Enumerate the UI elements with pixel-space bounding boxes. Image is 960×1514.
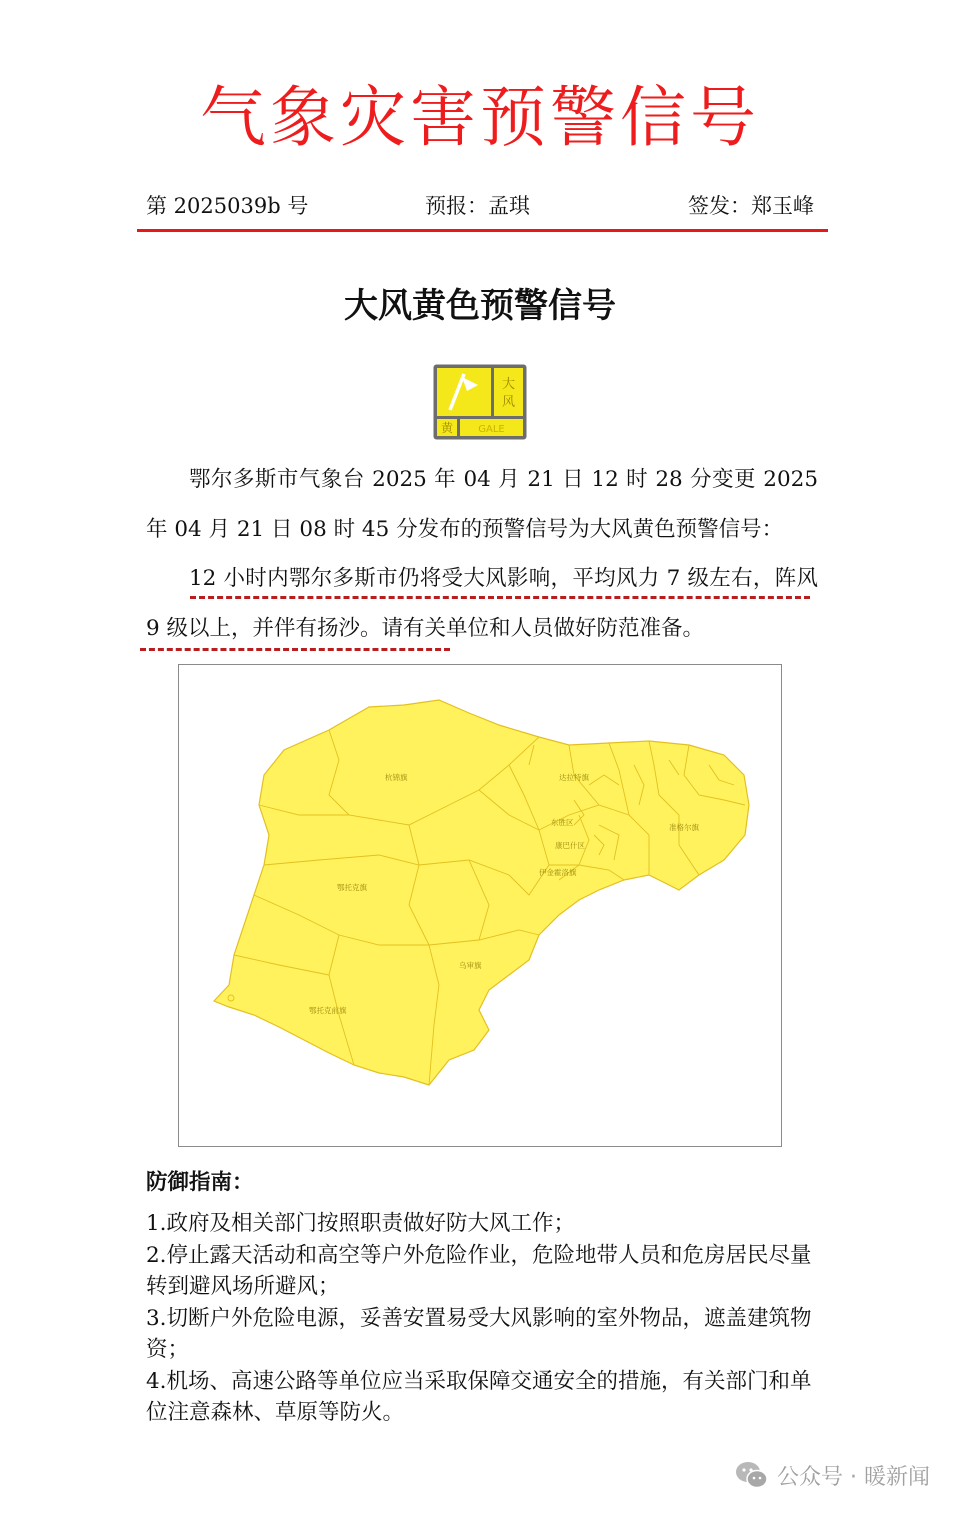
header-divider bbox=[137, 229, 828, 232]
document-title: 气象灾害预警信号 bbox=[200, 79, 760, 156]
warning-paragraph-2: 12 小时内鄂尔多斯市仍将受大风影响，平均风力 7 级左右，阵风 9 级以上，并伴有扬沙。请有关单位和人员做好防范准备。 bbox=[146, 566, 818, 641]
guide-item-2: 2.停止露天活动和高空等户外危险作业，危险地带人员和危房居民尽量转到避风场所避风； bbox=[146, 1243, 812, 1299]
signal-char-2: 风 bbox=[501, 395, 516, 410]
ordos-outline bbox=[214, 700, 749, 1085]
warning-paragraph-1: 鄂尔多斯市气象台 2025 年 04 月 21 日 12 时 28 分变更 2025 年 04 月 21 日 08 时 45 分发布的预警信号为大风黄色预警信号： bbox=[146, 467, 818, 542]
map-label-etuoke-qian: 鄂托克前旗 bbox=[309, 1006, 347, 1015]
signal-english: GALE bbox=[478, 424, 505, 435]
signal-char-1: 大 bbox=[501, 377, 516, 392]
map-label-kangbashi: 康巴什区 bbox=[555, 841, 585, 850]
watermark-text: 公众号 · 暖新闻 bbox=[777, 1464, 930, 1490]
gale-yellow-signal-icon bbox=[432, 363, 528, 441]
guide-item-4: 4.机场、高速公路等单位应当采取保障交通安全的措施，有关部门和单位注意森林、草原等防火。 bbox=[146, 1369, 812, 1425]
map-label-etuoke: 鄂托克旗 bbox=[337, 883, 367, 892]
signal-level-char: 黄 bbox=[440, 421, 454, 435]
emphasis-underline-2 bbox=[140, 648, 450, 651]
map-label-dongsheng: 东胜区 bbox=[551, 818, 574, 827]
map-label-zhungeer: 准格尔旗 bbox=[669, 823, 699, 832]
ordos-region-map bbox=[179, 665, 781, 1146]
warning-area-map bbox=[178, 664, 782, 1147]
emphasis-underline-1 bbox=[190, 596, 810, 599]
wechat-watermark bbox=[735, 1458, 930, 1492]
map-label-wushen: 乌审旗 bbox=[459, 961, 482, 970]
map-label-yijinhuoluo: 伊金霍洛旗 bbox=[539, 868, 577, 877]
signal-title: 大风黄色预警信号 bbox=[344, 286, 616, 326]
forecaster: 预报：孟琪 bbox=[425, 194, 530, 218]
guide-item-1: 1.政府及相关部门按照职责做好防大风工作； bbox=[146, 1211, 576, 1236]
document-number: 第 2025039b 号 bbox=[146, 194, 309, 218]
wechat-icon bbox=[735, 1460, 769, 1490]
guide-item-3: 3.切断户外危险电源，妥善安置易受大风影响的室外物品，遮盖建筑物资； bbox=[146, 1306, 812, 1362]
defense-guide-heading: 防御指南： bbox=[146, 1170, 254, 1195]
defense-guide-list bbox=[146, 1208, 818, 1429]
map-label-hangjin: 杭锦旗 bbox=[385, 773, 408, 782]
issuer: 签发：郑玉峰 bbox=[688, 194, 814, 218]
map-label-dalate: 达拉特旗 bbox=[559, 773, 589, 782]
